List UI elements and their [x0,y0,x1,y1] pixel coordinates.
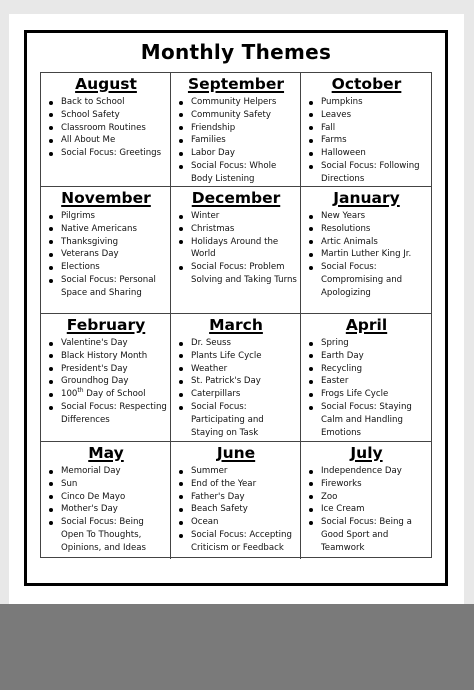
month-heading: July [350,444,383,462]
theme-item: Elections [61,261,167,274]
theme-item: Artic Animals [321,236,428,249]
month-cell-october [301,73,431,187]
theme-list [45,96,167,160]
theme-list [45,465,167,555]
month-heading: October [331,75,402,93]
theme-item: Holidays Around the World [191,236,297,262]
theme-item: Farms [321,134,428,147]
month-heading: March [209,316,263,334]
theme-item: President's Day [61,363,167,376]
theme-item: Pumpkins [321,96,428,109]
page-title: Monthly Themes [140,40,332,64]
theme-list [45,210,167,300]
theme-item: Friendship [191,122,297,135]
theme-item: St. Patrick's Day [191,375,297,388]
theme-list [175,465,297,555]
theme-item: Leaves [321,109,428,122]
theme-item: Caterpillars [191,388,297,401]
theme-item-100th-day [61,388,167,401]
theme-item: Groundhog Day [61,375,167,388]
theme-item: Resolutions [321,223,428,236]
theme-item: Weather [191,363,297,376]
theme-item: Beach Safety [191,503,297,516]
theme-item: Community Helpers [191,96,297,109]
month-heading: February [66,316,146,334]
theme-item: Winter [191,210,297,223]
theme-item: Labor Day [191,147,297,160]
theme-list [305,96,428,186]
theme-item: School Safety [61,109,167,122]
theme-item: Social Focus: Being a Good Sport and Teamwork [321,516,428,554]
month-heading: December [191,189,281,207]
theme-item: New Years [321,210,428,223]
theme-list [175,210,297,287]
theme-item: Native Americans [61,223,167,236]
month-cell-february [41,314,171,442]
theme-item: Mother's Day [61,503,167,516]
theme-item: Social Focus: Following Directions [321,160,428,186]
theme-item: Social Focus: Whole Body Listening [191,160,297,186]
theme-item: Thanksgiving [61,236,167,249]
ordinal-suffix: th [77,387,84,395]
month-cell-september [171,73,301,187]
month-cell-april [301,314,431,442]
theme-item: Pilgrims [61,210,167,223]
month-cell-august [41,73,171,187]
theme-item: Social Focus: Problem Solving and Taking Turns [191,262,297,285]
month-cell-december [171,187,301,314]
theme-item: Social Focus: Being Open To Thoughts, Opinions, and Ideas [61,516,167,554]
theme-item: Social Focus: Compromising and Apologizing [321,261,428,299]
month-heading: November [61,189,151,207]
month-cell-july [301,442,431,559]
month-heading: June [216,444,256,462]
theme-item: Social Focus: Personal Space and Sharing [61,274,167,300]
theme-item: End of the Year [191,478,297,491]
theme-item: Memorial Day [61,465,167,478]
theme-item: Social Focus: Greetings [61,147,167,160]
theme-item: Easter [321,375,428,388]
background-band [0,604,474,690]
month-heading: April [345,316,388,334]
theme-item: Valentine's Day [61,337,167,350]
theme-item: Cinco De Mayo [61,491,167,504]
theme-item: Zoo [321,491,428,504]
month-cell-march [171,314,301,442]
theme-item: Dr. Seuss [191,337,297,350]
theme-item: Independence Day [321,465,428,478]
theme-item: Ice Cream [321,503,428,516]
theme-item: Martin Luther King Jr. [321,248,428,261]
theme-item: Classroom Routines [61,122,167,135]
month-cell-november [41,187,171,314]
themes-frame [24,30,448,586]
theme-item: Earth Day [321,350,428,363]
theme-item: Social Focus: Staying Calm and Handling Emotions [321,401,428,439]
theme-item: All About Me [61,134,167,147]
month-heading: September [187,75,285,93]
theme-item: Frogs Life Cycle [321,388,428,401]
theme-list [305,210,428,300]
theme-list [175,337,297,439]
theme-item: Fall [321,122,428,135]
theme-item: Black History Month [61,350,167,363]
theme-item: Veterans Day [61,248,167,261]
month-cell-may [41,442,171,559]
month-heading: January [333,189,400,207]
month-cell-january [301,187,431,314]
ordinal-number: 100 [61,389,78,400]
theme-list [45,337,167,427]
theme-list [175,96,297,186]
month-cell-june [171,442,301,559]
theme-item: Social Focus: Respecting Differences [61,401,167,425]
theme-item: Families [191,134,297,147]
theme-item: Community Safety [191,109,297,122]
theme-list [305,337,428,439]
ordinal-text: Day of School [83,389,146,400]
theme-item: Fireworks [321,478,428,491]
theme-item: Plants Life Cycle [191,350,297,363]
theme-item: Recycling [321,363,428,376]
theme-item: Christmas [191,223,297,236]
theme-item: Summer [191,465,297,478]
theme-item: Spring [321,337,428,350]
theme-item: Halloween [321,147,428,160]
months-grid [40,72,432,558]
theme-item: Sun [61,478,167,491]
theme-item: Social Focus: Participating and Staying on Task [191,401,297,439]
theme-item: Back to School [61,96,167,109]
theme-list [305,465,428,555]
month-heading: May [88,444,124,462]
theme-item: Social Focus: Accepting Criticism or Feedback [191,529,297,555]
theme-item: Father's Day [191,491,297,504]
month-heading: August [75,75,137,93]
theme-item: Ocean [191,516,297,529]
